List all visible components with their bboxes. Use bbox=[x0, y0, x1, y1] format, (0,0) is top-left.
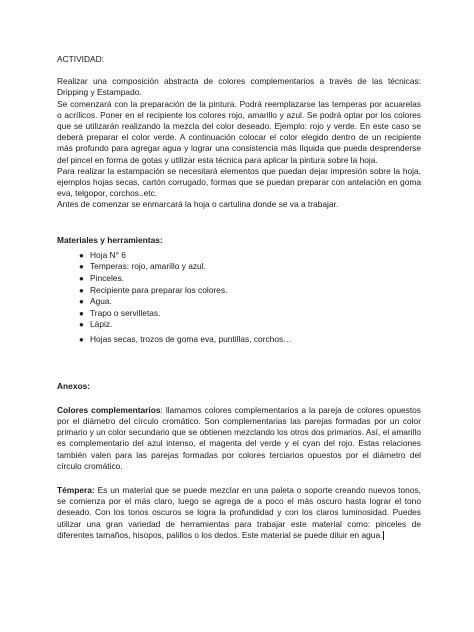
intro-paragraph-2: Se comenzará con la preparación de la pintura. Podrá reemplazarse las temperas por acuarelas o acrílicos. Poner en el recipiente los colores rojo, amarillo y azul. Se podrá optar por los colores que se utilizarán realizando la mezcla del color deseado. Ejemplo: rojo y verde. En este caso se deberá preparar el color verde. A continuación colocar el color elegido dentro de un recipiente más profundo para agregar agua y lograr una consistencia más líquida que pueda desprenderse del pincel en forma de gotas y utilizar esta técnica para aplicar la pintura sobre la hoja. bbox=[57, 98, 421, 165]
list-item: ● Lápiz. bbox=[79, 319, 113, 330]
bullet-icon: ● bbox=[79, 297, 84, 307]
complementary-colors-paragraph bbox=[57, 405, 421, 472]
document-body bbox=[57, 54, 421, 541]
intro-paragraph-1: Realizar una composición abstracta de colores complementarios a través de las técnicas: Dripping y Estampado. bbox=[57, 76, 421, 98]
bullet-icon: ● bbox=[79, 262, 84, 272]
tempera-text: Es un material que se puede mezclar en una paleta o soporte creando nuevos tonos, se comienza por el más claro, luego se agrega de a poco el más oscuro hasta lograr el tono deseado. Con los tonos oscuros se logra la profundidad y con los claros luminosidad. Puedes utilizar una gran variedad de herramientas para trabajar este material como: pinceles de diferentes tamaños, hisopos, palillos o los dedos. Este material se puede diluir en agua. bbox=[57, 485, 421, 540]
tempera-term: Témpera: bbox=[57, 485, 95, 496]
activity-title: ACTIVIDAD: bbox=[57, 54, 104, 64]
complementary-colors-term: Colores complementarios bbox=[57, 404, 161, 415]
bullet-icon: ● bbox=[79, 250, 84, 260]
list-item: ● Hojas secas, trozos de goma eva, puntillas, corchos… bbox=[79, 334, 292, 344]
list-item: ● Pinceles. bbox=[79, 273, 124, 284]
bullet-icon: ● bbox=[79, 274, 84, 284]
list-item: ● Hoja N° 6 bbox=[79, 249, 126, 260]
bullet-icon: ● bbox=[79, 335, 84, 344]
intro-paragraph-4: Antes de comenzar se enmarcará la hoja o cartulina donde se va a trabajar. bbox=[57, 199, 339, 210]
annexes-heading: Anexos: bbox=[57, 380, 91, 391]
list-item: ● Agua. bbox=[79, 296, 112, 307]
list-item: ● Temperas: rojo, amarillo y azul. bbox=[79, 261, 206, 272]
complementary-colors-text: : llamamos colores complementarios a la pareja de colores opuestos por el diámetro del círculo cromático. Son complementarias las parejas formadas por un color primario y un color secundario que se obtienen mezclando los otros dos primarios. Así, el amarillo es complementario del azul intenso, el magenta del verde y el cyan del rojo. Estas relaciones también valen para las parejas formadas por colores terciarios opuestos por el diámetro del círculo cromático. bbox=[57, 404, 421, 471]
list-item: ● Trapo o servilletas. bbox=[79, 307, 161, 318]
text-cursor bbox=[383, 531, 384, 540]
tempera-paragraph bbox=[57, 485, 421, 541]
list-item: ● Recipiente para preparar los colores. bbox=[79, 284, 228, 295]
bullet-icon: ● bbox=[79, 285, 84, 295]
materials-heading: Materiales y herramientas: bbox=[57, 234, 163, 245]
bullet-icon: ● bbox=[79, 320, 84, 330]
intro-paragraph-3: Para realizar la estampación se necesitará elementos que puedan dejar impresión sobre la hoja, ejemplos hojas secas, cartón corrugado, formas que se puedan preparar con antelación en goma eva, telgopor, corchos..etc. bbox=[57, 165, 421, 199]
materials-list bbox=[57, 250, 421, 346]
bullet-icon: ● bbox=[79, 308, 84, 318]
